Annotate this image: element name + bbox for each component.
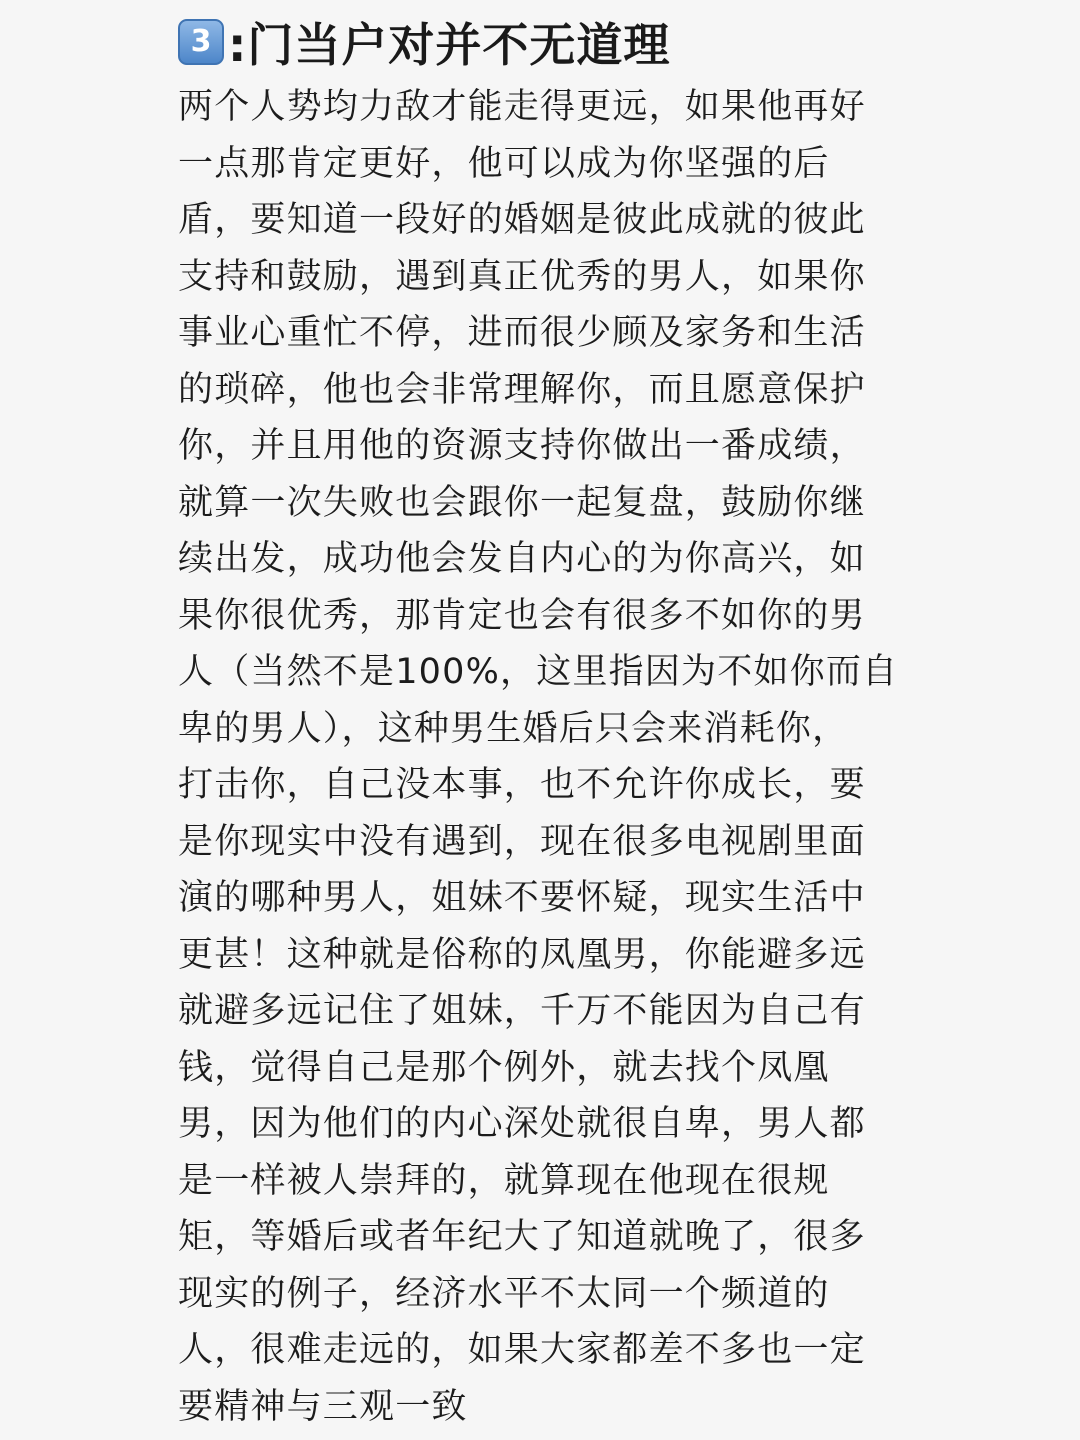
body-line: 人（当然不是100%，这里指因为不如你而自	[178, 652, 899, 692]
body-line: 是一样被人崇拜的，就算现在他现在很规	[178, 1160, 830, 1201]
body-line: 人，很难走远的，如果大家都差不多也一定	[178, 1330, 866, 1370]
body-line: 两个人势均力敌才能走得更远，如果他再好	[178, 87, 866, 127]
body-line: 演的哪种男人，姐妹不要怀疑，现实生活中	[178, 878, 866, 918]
body-line: 就算一次失败也会跟你一起复盘，鼓励你继	[178, 482, 866, 523]
body-line: 是你现实中没有遇到，现在很多电视剧里面	[178, 821, 866, 862]
body-line: 更甚！这种就是俗称的凤凰男，你能避多远	[178, 934, 866, 975]
body-line: 果你很优秀，那肯定也会有很多不如你的男	[178, 595, 866, 636]
body-line: 要精神与三观一致	[178, 1386, 468, 1427]
article-body	[178, 79, 918, 1435]
section-heading	[178, 10, 670, 74]
body-line: 钱，觉得自己是那个例外，就去找个凤凰	[178, 1047, 830, 1088]
body-line: 盾，要知道一段好的婚姻是彼此成就的彼此	[178, 200, 866, 240]
number-three-icon: 3	[178, 19, 224, 65]
body-line: 卑的男人），这种男生婚后只会来消耗你，	[178, 708, 849, 749]
body-line: 打击你，自己没本事，也不允许你成长，要	[178, 765, 866, 805]
body-line: 的琐碎，他也会非常理解你，而且愿意保护	[178, 369, 866, 410]
section-title: :门当户对并不无道理	[228, 18, 671, 72]
body-line: 男，因为他们的内心深处就很自卑，男人都	[178, 1104, 866, 1144]
body-line: 一点那肯定更好，他可以成为你坚强的后	[178, 143, 830, 184]
body-line: 现实的例子，经济水平不太同一个频道的	[178, 1273, 830, 1314]
body-line: 你，并且用他的资源支持你做出一番成绩，	[178, 426, 866, 466]
body-line: 事业心重忙不停，进而很少顾及家务和生活	[178, 313, 866, 353]
body-line: 支持和鼓励，遇到真正优秀的男人，如果你	[178, 256, 866, 297]
body-line: 矩，等婚后或者年纪大了知道就晚了，很多	[178, 1217, 866, 1257]
body-line: 续出发，成功他会发自内心的为你高兴，如	[178, 539, 866, 579]
body-line: 就避多远记住了姐妹，千万不能因为自己有	[178, 991, 866, 1031]
